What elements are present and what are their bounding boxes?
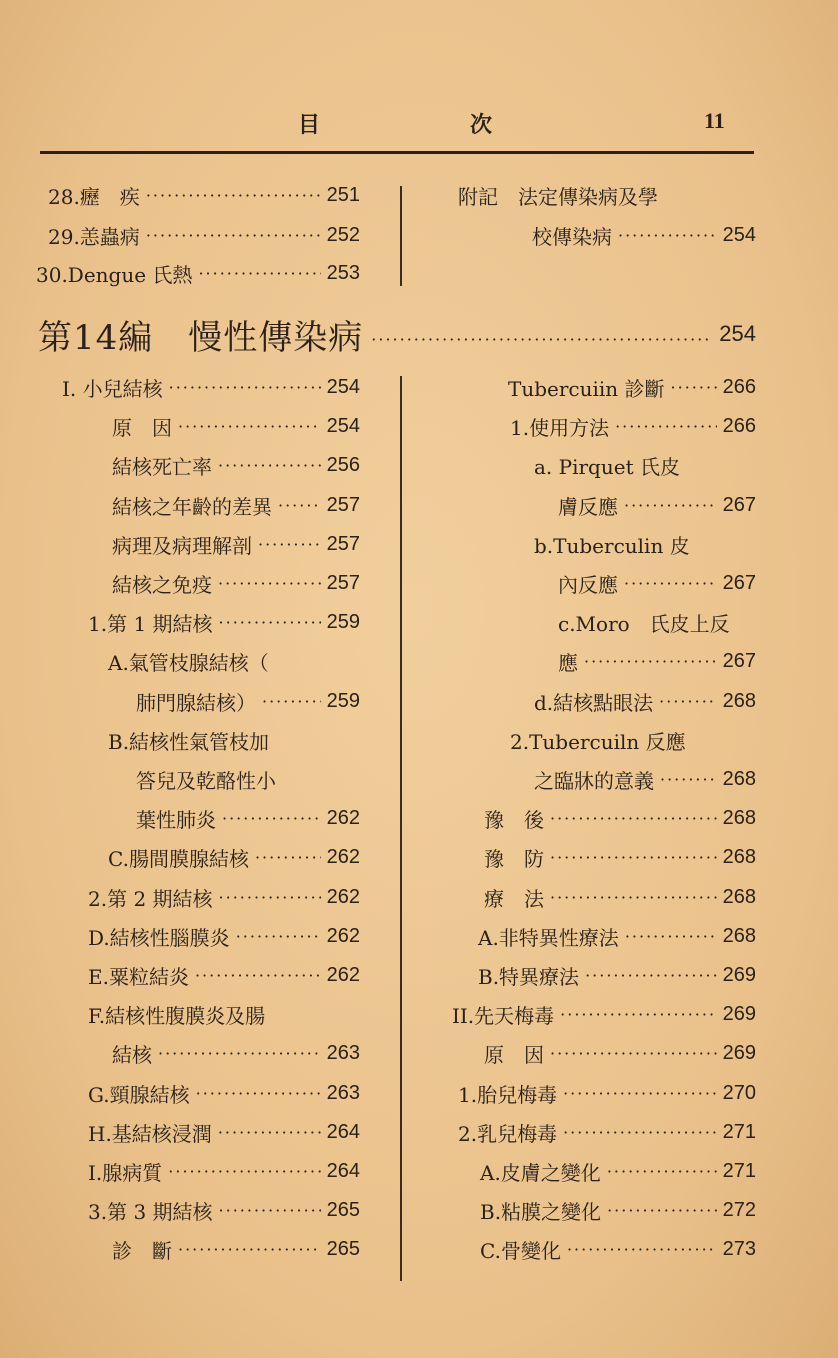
entry-page: 268	[722, 885, 756, 908]
entry-label: 1.第 1 期結核	[88, 611, 213, 636]
toc-entry	[112, 529, 360, 559]
entry-label: B.結核性氣管枝加	[108, 729, 270, 754]
entry-label: 內反應	[558, 572, 618, 597]
entry-page: 270	[722, 1081, 756, 1104]
leader-dots	[146, 186, 321, 205]
entry-page: 268	[722, 845, 756, 868]
toc-entry	[88, 607, 360, 637]
entry-label: 2.第 2 期結核	[88, 886, 213, 911]
section-title: 第14編 慢性傳染病	[38, 317, 364, 358]
leader-dots	[567, 1240, 717, 1259]
leader-dots	[618, 226, 717, 245]
entry-page: 265	[326, 1198, 360, 1221]
entry-label: 豫 防	[484, 846, 544, 871]
entry-label: 答兒及乾酪性小	[136, 768, 276, 793]
header-title-right: 次	[470, 112, 493, 138]
toc-entry	[478, 921, 756, 951]
entry-page: 263	[326, 1081, 360, 1104]
appendix-title: 附記 法定傳染病及學	[458, 184, 658, 209]
leader-dots	[625, 927, 717, 946]
entry-label: 病理及病理解剖	[112, 533, 252, 558]
leader-dots	[196, 1084, 321, 1103]
header-title-left: 目	[298, 112, 321, 138]
entry-label: 結核	[112, 1042, 152, 1067]
entry-page: 264	[326, 1120, 360, 1143]
entry-page: 263	[326, 1041, 360, 1064]
entry-label: 肺門腺結核）	[136, 690, 256, 715]
leader-dots	[178, 417, 321, 436]
toc-entry	[48, 220, 360, 250]
toc-entry	[88, 1195, 360, 1225]
toc-entry	[534, 450, 680, 480]
leader-dots	[258, 535, 321, 554]
leader-dots	[219, 613, 321, 632]
entry-page: 265	[326, 1237, 360, 1260]
entry-page: 252	[326, 223, 360, 246]
entry-label: 1.使用方法	[510, 415, 610, 440]
entry-label: 療 法	[484, 886, 544, 911]
entry-page: 269	[722, 1002, 756, 1025]
toc-entry	[108, 646, 269, 676]
entry-page: 268	[722, 689, 756, 712]
top-column-divider	[400, 186, 402, 286]
entry-label: Tubercuiin 診斷	[508, 376, 665, 401]
toc-entry	[112, 568, 360, 598]
toc-entry	[136, 764, 276, 794]
entry-page: 267	[722, 649, 756, 672]
entry-label: 之臨牀的意義	[534, 768, 654, 793]
entry-page: 262	[326, 963, 360, 986]
toc-entry	[88, 1117, 360, 1147]
leader-dots	[255, 848, 321, 867]
leader-dots	[218, 1123, 321, 1142]
entry-label: 結核死亡率	[112, 454, 212, 479]
leader-dots	[585, 966, 717, 985]
toc-entry	[458, 1078, 756, 1108]
leader-dots	[371, 320, 711, 349]
toc-entry	[108, 842, 360, 872]
entry-page: 253	[326, 261, 360, 284]
header-rule	[40, 151, 754, 154]
leader-dots	[550, 888, 717, 907]
entry-page: 268	[722, 767, 756, 790]
entry-page: 254	[326, 414, 360, 437]
entry-page: 257	[326, 493, 360, 516]
leader-dots	[615, 417, 717, 436]
entry-label: A.非特異性療法	[478, 925, 619, 950]
leader-dots	[607, 1201, 717, 1220]
entry-page: 267	[722, 571, 756, 594]
toc-entry	[36, 258, 360, 288]
toc-entry	[484, 1038, 756, 1068]
entry-page: 266	[722, 375, 756, 398]
entry-page: 257	[326, 532, 360, 555]
entry-label: I.腺病質	[88, 1160, 163, 1185]
toc-entry	[510, 411, 756, 441]
entry-page: 272	[722, 1198, 756, 1221]
entry-label: D.結核性腦膜炎	[88, 925, 230, 950]
entry-page: 254	[326, 375, 360, 398]
leader-dots	[563, 1084, 717, 1103]
entry-label: 28.癧 疾	[48, 184, 140, 209]
entry-label: 原 因	[112, 415, 172, 440]
entry-label: 2.Tubercuiln 反應	[510, 729, 686, 754]
leader-dots	[198, 264, 320, 283]
toc-entry	[112, 1234, 360, 1264]
toc-entry	[88, 960, 360, 990]
leader-dots	[218, 574, 321, 593]
entry-label: b.Tuberculin 皮	[534, 533, 690, 558]
leader-dots	[563, 1123, 717, 1142]
entry-page: 264	[326, 1159, 360, 1182]
leader-dots	[262, 692, 321, 711]
leader-dots	[550, 1044, 717, 1063]
leader-dots	[560, 1005, 716, 1024]
toc-entry	[558, 607, 730, 637]
entry-label: 應	[558, 650, 578, 675]
entry-page: 271	[722, 1120, 756, 1143]
entry-label: C.腸間膜腺結核	[108, 846, 249, 871]
toc-entry	[558, 646, 756, 676]
entry-page: 273	[722, 1237, 756, 1260]
entry-label: 30.Dengue 氏熱	[36, 262, 193, 287]
entry-label: I. 小兒結核	[62, 376, 163, 401]
entry-label: 結核之免疫	[112, 572, 212, 597]
entry-page: 268	[722, 924, 756, 947]
entry-page: 256	[326, 453, 360, 476]
entry-label: E.粟粒結炎	[88, 964, 189, 989]
toc-entry	[112, 450, 360, 480]
toc-entry	[480, 1195, 756, 1225]
entry-label: d.結核點眼法	[534, 690, 654, 715]
toc-entry	[458, 1117, 756, 1147]
section-page: 254	[719, 321, 756, 346]
entry-label: G.頸腺結核	[88, 1082, 190, 1107]
toc-entry	[112, 1038, 360, 1068]
entry-page: 257	[326, 571, 360, 594]
leader-dots	[278, 496, 321, 515]
toc-entry	[484, 842, 756, 872]
entry-page: 254	[722, 223, 756, 246]
entry-page: 262	[326, 885, 360, 908]
toc-entry	[558, 568, 756, 598]
section-heading	[38, 312, 756, 356]
toc-entry	[480, 1156, 756, 1186]
entry-page: 262	[326, 845, 360, 868]
toc-entry	[112, 411, 360, 441]
entry-label: II.先天梅毒	[452, 1003, 555, 1028]
column-divider	[400, 376, 402, 1281]
toc-entry	[532, 220, 756, 250]
leader-dots	[219, 888, 321, 907]
toc-entry	[62, 372, 360, 402]
toc-entry	[534, 529, 690, 559]
entry-label: 膚反應	[558, 494, 618, 519]
toc-entry	[88, 1156, 360, 1186]
entry-page: 267	[722, 493, 756, 516]
toc-entry	[478, 960, 756, 990]
leader-dots	[671, 378, 717, 397]
entry-label: c.Moro 氏皮上反	[558, 611, 730, 636]
leader-dots	[550, 809, 717, 828]
entry-label: a. Pirquet 氏皮	[534, 454, 680, 479]
leader-dots	[236, 927, 321, 946]
header-page-number: 11	[704, 108, 725, 133]
entry-page: 262	[326, 924, 360, 947]
entry-page: 269	[722, 963, 756, 986]
leader-dots	[607, 1162, 717, 1181]
toc-entry	[88, 921, 360, 951]
entry-label: F.結核性腹膜炎及腸	[88, 1003, 266, 1028]
entry-label: 29.恙蟲病	[48, 224, 140, 249]
toc-entry	[558, 490, 756, 520]
leader-dots	[218, 456, 321, 475]
toc-entry	[136, 803, 360, 833]
leader-dots	[660, 770, 717, 789]
entry-page: 271	[722, 1159, 756, 1182]
toc-entry	[88, 1078, 360, 1108]
toc-entry	[108, 725, 269, 755]
toc-entry	[48, 180, 360, 210]
leader-dots	[550, 848, 717, 867]
entry-page: 269	[722, 1041, 756, 1064]
toc-entry	[480, 1234, 756, 1264]
leader-dots	[169, 378, 321, 397]
leader-dots	[624, 574, 717, 593]
entry-label: 原 因	[484, 1042, 544, 1067]
leader-dots	[146, 226, 321, 245]
entry-page: 259	[326, 689, 360, 712]
toc-entry	[452, 999, 756, 1029]
toc-entry	[534, 764, 756, 794]
leader-dots	[158, 1044, 321, 1063]
toc-entry	[484, 803, 756, 833]
entry-label: A.氣管枝腺結核（	[108, 650, 269, 675]
toc-entry	[508, 372, 756, 402]
entry-label: 1.胎兒梅毒	[458, 1082, 558, 1107]
entry-label: A.皮膚之變化	[480, 1160, 601, 1185]
entry-label: 葉性肺炎	[136, 807, 216, 832]
entry-page: 268	[722, 806, 756, 829]
toc-entry	[136, 686, 360, 716]
entry-page: 266	[722, 414, 756, 437]
leader-dots	[222, 809, 321, 828]
entry-label: 3.第 3 期結核	[88, 1199, 213, 1224]
leader-dots	[659, 692, 716, 711]
entry-page: 259	[326, 610, 360, 633]
toc-entry	[88, 882, 360, 912]
entry-label: H.基結核浸潤	[88, 1121, 212, 1146]
entry-label: 診 斷	[112, 1238, 172, 1263]
entry-page: 262	[326, 806, 360, 829]
leader-dots	[178, 1240, 321, 1259]
entry-label: 結核之年齡的差異	[112, 494, 272, 519]
leader-dots	[584, 652, 717, 671]
entry-label: B.特異療法	[478, 964, 580, 989]
toc-entry	[88, 999, 265, 1029]
toc-entry	[534, 686, 756, 716]
entry-label: 校傳染病	[532, 224, 612, 249]
entry-label: C.骨變化	[480, 1238, 561, 1263]
toc-entry	[484, 882, 756, 912]
entry-label: 豫 後	[484, 807, 544, 832]
entry-page: 251	[326, 183, 360, 206]
leader-dots	[168, 1162, 320, 1181]
leader-dots	[624, 496, 717, 515]
leader-dots	[195, 966, 321, 985]
leader-dots	[219, 1201, 321, 1220]
entry-label: B.粘膜之變化	[480, 1199, 602, 1224]
entry-label: 2.乳兒梅毒	[458, 1121, 558, 1146]
toc-entry	[112, 490, 360, 520]
toc-entry	[510, 725, 686, 755]
